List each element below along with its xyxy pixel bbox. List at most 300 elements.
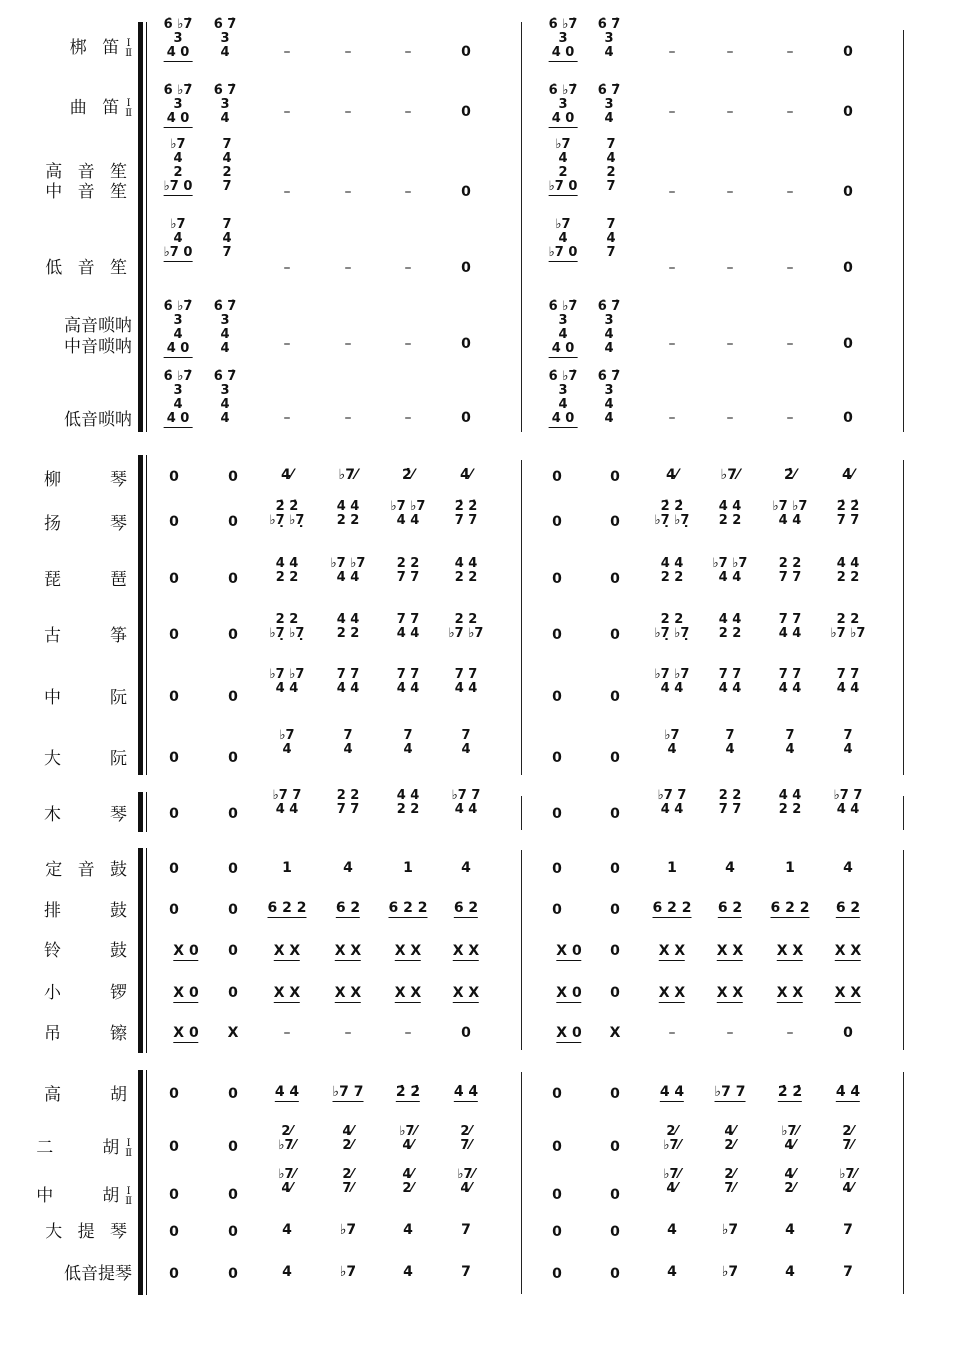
rest-zero: 0 bbox=[610, 571, 620, 587]
cello-note: 4 bbox=[403, 1222, 413, 1238]
rest-zero: 0 bbox=[228, 689, 238, 705]
timpani-note: 1 bbox=[785, 860, 795, 876]
zhongruan-chord: ♭7 ♭7 4 4 bbox=[269, 667, 305, 696]
muqin-chord: ♭7 7 4 4 bbox=[833, 788, 863, 817]
rest-zero: 0 bbox=[552, 861, 562, 877]
rest-zero: 0 bbox=[228, 861, 238, 877]
perc-x0: X 0 bbox=[556, 985, 582, 1001]
rest-zero: 0 bbox=[169, 627, 179, 643]
rest-dash: – bbox=[344, 260, 352, 276]
rest-zero: 0 bbox=[169, 1086, 179, 1102]
zhonghu-chord: ♭7⁄ 4⁄ bbox=[663, 1167, 681, 1196]
guzheng-chord: 2 2 ♭7̣ ♭7̣ bbox=[654, 612, 690, 641]
label-diyin-tiqin: 低音提琴 bbox=[64, 1264, 132, 1284]
suona-chord: 6̇ ♭7̇ 3 4 4 0 bbox=[548, 299, 578, 356]
sheng-chord: 7 4 2 7 bbox=[606, 137, 616, 194]
linggu-note: X X bbox=[273, 943, 301, 959]
timpani-note: 4 bbox=[843, 860, 853, 876]
barline bbox=[521, 22, 522, 432]
label-guzheng: 古 筝 bbox=[44, 626, 132, 646]
rest-zero: 0 bbox=[610, 627, 620, 643]
rest-dash: – bbox=[404, 104, 412, 120]
rest-zero: 0 bbox=[552, 1224, 562, 1240]
guzheng-chord: 7 7 4 4 bbox=[778, 612, 802, 641]
rest-zero: 0 bbox=[461, 336, 471, 352]
rest-zero: 0 bbox=[169, 806, 179, 822]
rest-dash: – bbox=[726, 44, 734, 60]
bass-note: 4 bbox=[282, 1264, 292, 1280]
gaohu-note: 4 4 bbox=[659, 1084, 685, 1100]
rest-zero: 0 bbox=[552, 514, 562, 530]
perc-x: X bbox=[227, 1025, 239, 1041]
label-muqin: 木 琴 bbox=[44, 805, 132, 825]
rest-dash: – bbox=[404, 44, 412, 60]
label-zhongyin-suona: 中音唢呐 bbox=[64, 337, 132, 357]
yangqin-chord: 2̇ 2̇ ♭7̣ ♭7̣ bbox=[269, 499, 305, 528]
perc-x0: X 0 bbox=[556, 1025, 582, 1041]
rest-zero: 0 bbox=[610, 1187, 620, 1203]
rest-zero: 0 bbox=[228, 571, 238, 587]
rest-dash: – bbox=[404, 1025, 412, 1041]
rest-zero: 0 bbox=[610, 1266, 620, 1282]
linggu-note: X X bbox=[394, 943, 422, 959]
xiaoluo-note: X X bbox=[776, 985, 804, 1001]
xiaoluo-note: X X bbox=[273, 985, 301, 1001]
yangqin-chord: 4 4 2 2 bbox=[336, 499, 360, 528]
rest-dash: – bbox=[404, 260, 412, 276]
daruan-chord: 7 4 bbox=[725, 728, 735, 757]
paigu-note: 6 2 bbox=[835, 900, 861, 916]
rest-dash: – bbox=[283, 184, 291, 200]
erhu-chord: 4⁄ 2⁄ bbox=[342, 1124, 354, 1153]
timpani-note: 4 bbox=[343, 860, 353, 876]
linggu-note: X X bbox=[334, 943, 362, 959]
rest-zero: 0 bbox=[461, 184, 471, 200]
rest-dash: – bbox=[344, 410, 352, 426]
label-qudi: 曲 笛 Ⅰ Ⅱ bbox=[69, 97, 132, 119]
suona-chord: 6̇ 7̇ 3 4 4 bbox=[597, 299, 621, 356]
sheng-chord: 7 4 7 bbox=[606, 217, 616, 260]
sheng-chord: ♭7 4 ♭7 0 bbox=[163, 217, 193, 260]
xiaoluo-note: X X bbox=[716, 985, 744, 1001]
cello-note: 7 bbox=[461, 1222, 471, 1238]
rest-zero: 0 bbox=[610, 943, 620, 959]
rest-dash: – bbox=[726, 104, 734, 120]
bass-note: ♭7 bbox=[339, 1264, 357, 1280]
rest-zero: 0 bbox=[552, 750, 562, 766]
rest-zero: 0 bbox=[169, 902, 179, 918]
rest-zero: 0 bbox=[461, 104, 471, 120]
guzheng-chord: 4 4 2 2 bbox=[718, 612, 742, 641]
liuqin-note: 4̇⁄ bbox=[841, 467, 855, 483]
muqin-chord: ♭7 7 4 4 bbox=[657, 788, 687, 817]
rest-zero: 0 bbox=[228, 1266, 238, 1282]
wind-chord: 6̇ ♭7̇ 3 4 0 bbox=[163, 83, 193, 126]
barline bbox=[903, 850, 904, 1050]
rest-zero: 0 bbox=[843, 44, 853, 60]
muqin-bracket bbox=[138, 792, 143, 832]
xiaoluo-note: X X bbox=[452, 985, 480, 1001]
zhonghu-chord: 4⁄ 2⁄ bbox=[784, 1167, 796, 1196]
rest-zero: 0 bbox=[843, 104, 853, 120]
pipa-chord: 4 4 2 2 bbox=[454, 556, 478, 585]
linggu-note: X X bbox=[834, 943, 862, 959]
linggu-note: X X bbox=[716, 943, 744, 959]
cello-note: 4 bbox=[282, 1222, 292, 1238]
label-liuqin: 柳 琴 bbox=[44, 470, 132, 490]
muqin-chord: 4 4 2 2 bbox=[778, 788, 802, 817]
liuqin-note: 4⁄ bbox=[665, 467, 679, 483]
rest-zero: 0 bbox=[228, 902, 238, 918]
gaohu-note: 4̇ 4̇ bbox=[453, 1084, 479, 1100]
rest-zero: 0 bbox=[843, 410, 853, 426]
muqin-chord: 2 2 7 7 bbox=[718, 788, 742, 817]
label-zhonghu: 中 胡 Ⅰ Ⅱ bbox=[36, 1185, 132, 1207]
zhonghu-chord: ♭7⁄ 4⁄ bbox=[278, 1167, 296, 1196]
perc-x0: X 0 bbox=[173, 1025, 199, 1041]
rest-zero: 0 bbox=[843, 184, 853, 200]
timpani-note: 4 bbox=[725, 860, 735, 876]
rest-zero: 0 bbox=[843, 1025, 853, 1041]
plucked-bracket-line bbox=[146, 455, 147, 775]
zhongruan-chord: 7 7 4 4 bbox=[336, 667, 360, 696]
pipa-chord: ♭7 ♭7 4 4 bbox=[330, 556, 366, 585]
rest-zero: 0 bbox=[552, 806, 562, 822]
label-pipa: 琵 琶 bbox=[44, 570, 132, 590]
bass-note: ♭7 bbox=[721, 1264, 739, 1280]
suona-chord: 6̇ 7̇ 3 4 4 bbox=[213, 369, 237, 426]
rest-zero: 0 bbox=[552, 902, 562, 918]
suona-chord: 6̇ 7̇ 3 4 4 bbox=[597, 369, 621, 426]
rest-zero: 0 bbox=[610, 514, 620, 530]
guzheng-chord: 7 7 4 4 bbox=[396, 612, 420, 641]
rest-zero: 0 bbox=[169, 750, 179, 766]
rest-zero: 0 bbox=[461, 410, 471, 426]
bowed-bracket-line bbox=[146, 1070, 147, 1295]
rest-zero: 0 bbox=[169, 689, 179, 705]
rest-zero: 0 bbox=[228, 1086, 238, 1102]
zhongruan-chord: 7 7 4 4 bbox=[454, 667, 478, 696]
rest-zero: 0 bbox=[228, 985, 238, 1001]
rest-dash: – bbox=[726, 410, 734, 426]
timpani-note: 1 bbox=[667, 860, 677, 876]
liuqin-note: 2̇⁄ bbox=[401, 467, 415, 483]
paigu-note: 6 2 bbox=[453, 900, 479, 916]
rest-zero: 0 bbox=[552, 1086, 562, 1102]
barline bbox=[903, 796, 904, 830]
perc-x0: X 0 bbox=[556, 943, 582, 959]
liuqin-note: 2̇⁄ bbox=[783, 467, 797, 483]
daruan-chord: 7 4 bbox=[343, 728, 353, 757]
rest-zero: 0 bbox=[169, 1224, 179, 1240]
gaohu-note: 4 4 bbox=[274, 1084, 300, 1100]
yangqin-chord: 2̇ 2̇ 7 7 bbox=[836, 499, 860, 528]
pipa-chord: 4 4 2 2 bbox=[836, 556, 860, 585]
rest-zero: 0 bbox=[610, 469, 620, 485]
rest-zero: 0 bbox=[610, 861, 620, 877]
rest-zero: 0 bbox=[169, 571, 179, 587]
rest-zero: 0 bbox=[610, 985, 620, 1001]
rest-dash: – bbox=[668, 336, 676, 352]
rest-dash: – bbox=[786, 104, 794, 120]
zhongruan-chord: 7 7 4 4 bbox=[836, 667, 860, 696]
paigu-note: 6 2 bbox=[717, 900, 743, 916]
paigu-note: 6 2 2 bbox=[652, 900, 692, 916]
rest-dash: – bbox=[283, 44, 291, 60]
label-diaocha: 吊 镲 bbox=[44, 1024, 132, 1044]
xiaoluo-note: X X bbox=[834, 985, 862, 1001]
rest-zero: 0 bbox=[461, 44, 471, 60]
linggu-note: X X bbox=[452, 943, 480, 959]
label-zhongruan: 中 阮 bbox=[44, 688, 132, 708]
barline bbox=[521, 796, 522, 830]
rest-zero: 0 bbox=[228, 806, 238, 822]
pipa-chord: 4 4 2 2 bbox=[275, 556, 299, 585]
label-dingyingu: 定 音 鼓 bbox=[45, 860, 132, 880]
wind-chord: 6̇ 7̇ 3 4 bbox=[213, 17, 237, 60]
rest-dash: – bbox=[786, 44, 794, 60]
yangqin-chord: ♭7 ♭7 4 4 bbox=[390, 499, 426, 528]
rest-dash: – bbox=[344, 1025, 352, 1041]
suona-chord: 6̇ ♭7̇ 3 4 4 0 bbox=[548, 369, 578, 426]
part-numbers: Ⅰ Ⅱ bbox=[125, 37, 132, 59]
label-gaohu: 高 胡 bbox=[44, 1085, 132, 1105]
label-paigu: 排 鼓 bbox=[44, 901, 132, 921]
rest-zero: 0 bbox=[169, 1187, 179, 1203]
barline bbox=[521, 460, 522, 775]
part-numbers: Ⅰ Ⅱ bbox=[125, 1137, 132, 1159]
erhu-chord: 2⁄ 7⁄ bbox=[460, 1124, 472, 1153]
rest-zero: 0 bbox=[169, 1139, 179, 1155]
erhu-chord: 2⁄ ♭7⁄ bbox=[663, 1124, 681, 1153]
barline bbox=[521, 1072, 522, 1294]
part-numbers: Ⅰ Ⅱ bbox=[125, 1185, 132, 1207]
rest-dash: – bbox=[668, 260, 676, 276]
rest-zero: 0 bbox=[461, 1025, 471, 1041]
barline bbox=[521, 850, 522, 1050]
rest-zero: 0 bbox=[610, 1139, 620, 1155]
sheng-chord: ♭7 4 2 ♭7 0 bbox=[163, 137, 193, 194]
rest-zero: 0 bbox=[552, 1139, 562, 1155]
erhu-chord: ♭7⁄ 4⁄ bbox=[781, 1124, 799, 1153]
rest-zero: 0 bbox=[843, 336, 853, 352]
zhonghu-chord: 4⁄ 2⁄ bbox=[402, 1167, 414, 1196]
rest-dash: – bbox=[283, 410, 291, 426]
pipa-chord: 4 4 2 2 bbox=[660, 556, 684, 585]
pipa-chord: 2 2 7 7 bbox=[396, 556, 420, 585]
muqin-chord: ♭7 7 4 4 bbox=[451, 788, 481, 817]
label-gaoyin-suona: 高音唢呐 bbox=[64, 316, 132, 336]
rest-dash: – bbox=[786, 336, 794, 352]
rest-dash: – bbox=[726, 336, 734, 352]
rest-zero: 0 bbox=[552, 571, 562, 587]
perc-x: X bbox=[609, 1025, 621, 1041]
daruan-chord: 7 4 bbox=[843, 728, 853, 757]
rest-zero: 0 bbox=[169, 514, 179, 530]
daruan-chord: 7 4 bbox=[461, 728, 471, 757]
rest-zero: 0 bbox=[228, 943, 238, 959]
rest-zero: 0 bbox=[228, 750, 238, 766]
wind-chord: 6̇ ♭7̇ 3 4 0 bbox=[163, 17, 193, 60]
label-zhongyin-sheng: 中 音 笙 bbox=[45, 182, 132, 202]
zhongruan-chord: 7 7 4 4 bbox=[718, 667, 742, 696]
gaohu-note: ♭7 7 bbox=[714, 1084, 746, 1100]
cello-note: 4 bbox=[785, 1222, 795, 1238]
erhu-chord: 4⁄ 2⁄ bbox=[724, 1124, 736, 1153]
liuqin-note: 4⁄ bbox=[280, 467, 294, 483]
erhu-chord: 2⁄ 7⁄ bbox=[842, 1124, 854, 1153]
rest-zero: 0 bbox=[228, 469, 238, 485]
rest-dash: – bbox=[786, 184, 794, 200]
label-yangqin: 扬 琴 bbox=[44, 514, 132, 534]
wind-bracket bbox=[138, 22, 143, 432]
rest-zero: 0 bbox=[169, 861, 179, 877]
part-numbers: Ⅰ Ⅱ bbox=[125, 97, 132, 119]
paigu-note: 6 2 2 bbox=[267, 900, 307, 916]
rest-zero: 0 bbox=[552, 689, 562, 705]
cello-note: 7 bbox=[843, 1222, 853, 1238]
rest-zero: 0 bbox=[228, 1224, 238, 1240]
rest-dash: – bbox=[786, 1025, 794, 1041]
perc-bracket-line bbox=[146, 848, 147, 1053]
rest-zero: 0 bbox=[610, 689, 620, 705]
paigu-note: 6 2 2 bbox=[770, 900, 810, 916]
wind-bracket-line bbox=[146, 22, 147, 432]
sheng-chord: 7 4 2 7 bbox=[222, 137, 232, 194]
muqin-bracket-line bbox=[146, 792, 147, 832]
timpani-note: 1 bbox=[403, 860, 413, 876]
xiaoluo-note: X X bbox=[334, 985, 362, 1001]
xiaoluo-note: X X bbox=[394, 985, 422, 1001]
barline bbox=[903, 1072, 904, 1294]
liuqin-note: ♭7⁄ bbox=[338, 467, 358, 483]
muqin-chord: 2 2 7 7 bbox=[336, 788, 360, 817]
wind-chord: 6̇ 7̇ 3 4 bbox=[597, 17, 621, 60]
rest-dash: – bbox=[668, 1025, 676, 1041]
label-daruan: 大 阮 bbox=[44, 749, 132, 769]
rest-zero: 0 bbox=[228, 1187, 238, 1203]
rest-zero: 0 bbox=[610, 1086, 620, 1102]
guzheng-chord: 4 4 2 2 bbox=[336, 612, 360, 641]
zhonghu-chord: ♭7⁄ 4⁄ bbox=[839, 1167, 857, 1196]
rest-dash: – bbox=[668, 410, 676, 426]
muqin-chord: 4 4 2 2 bbox=[396, 788, 420, 817]
zhongruan-chord: 7 7 4 4 bbox=[396, 667, 420, 696]
cello-note: 4 bbox=[667, 1222, 677, 1238]
rest-zero: 0 bbox=[610, 1224, 620, 1240]
rest-dash: – bbox=[404, 184, 412, 200]
rest-zero: 0 bbox=[610, 806, 620, 822]
suona-chord: 6̇ ♭7̇ 3 4 4 0 bbox=[163, 369, 193, 426]
wind-chord: 6̇ 7̇ 3 4 bbox=[597, 83, 621, 126]
suona-chord: 6̇ 7̇ 3 4 4 bbox=[213, 299, 237, 356]
rest-dash: – bbox=[344, 44, 352, 60]
rest-dash: – bbox=[668, 104, 676, 120]
rest-dash: – bbox=[726, 184, 734, 200]
timpani-note: 4 bbox=[461, 860, 471, 876]
label-gaoyin-sheng: 高 音 笙 bbox=[45, 162, 132, 182]
rest-zero: 0 bbox=[228, 627, 238, 643]
rest-zero: 0 bbox=[228, 514, 238, 530]
zhongruan-chord: ♭7 ♭7 4 4 bbox=[654, 667, 690, 696]
zhonghu-chord: 2⁄ 7⁄ bbox=[342, 1167, 354, 1196]
rest-zero: 0 bbox=[610, 750, 620, 766]
gaohu-note: 4̇ 4̇ bbox=[835, 1084, 861, 1100]
rest-zero: 0 bbox=[843, 260, 853, 276]
guzheng-chord: 2 2 ♭7 ♭7 bbox=[448, 612, 484, 641]
liuqin-note: 4̇⁄ bbox=[459, 467, 473, 483]
yangqin-chord: 2̇ 2̇ 7 7 bbox=[454, 499, 478, 528]
erhu-chord: 2⁄ ♭7⁄ bbox=[278, 1124, 296, 1153]
suona-chord: 6̇ ♭7̇ 3 4 4 0 bbox=[163, 299, 193, 356]
sheng-chord: 7 4 7 bbox=[222, 217, 232, 260]
yangqin-chord: 4 4 2 2 bbox=[718, 499, 742, 528]
rest-dash: – bbox=[786, 410, 794, 426]
rest-zero: 0 bbox=[461, 260, 471, 276]
yangqin-chord: ♭7 ♭7 4 4 bbox=[772, 499, 808, 528]
sheng-chord: ♭7 4 ♭7 0 bbox=[548, 217, 578, 260]
zhonghu-chord: 2⁄ 7⁄ bbox=[724, 1167, 736, 1196]
guzheng-chord: 2 2 ♭7̣ ♭7̣ bbox=[269, 612, 305, 641]
rest-dash: – bbox=[668, 184, 676, 200]
wind-chord: 6̇ 7̇ 3 4 bbox=[213, 83, 237, 126]
cello-note: ♭7 bbox=[339, 1222, 357, 1238]
gaohu-note: ♭7 7 bbox=[332, 1084, 364, 1100]
timpani-note: 1 bbox=[282, 860, 292, 876]
gaohu-note: 2̇ 2̇ bbox=[777, 1084, 803, 1100]
guzheng-chord: 2 2 ♭7 ♭7 bbox=[830, 612, 866, 641]
liuqin-note: ♭7⁄ bbox=[720, 467, 740, 483]
rest-zero: 0 bbox=[552, 627, 562, 643]
daruan-chord: 7 4 bbox=[403, 728, 413, 757]
bass-note: 4 bbox=[667, 1264, 677, 1280]
rest-zero: 0 bbox=[169, 469, 179, 485]
wind-chord: 6̇ ♭7̇ 3 4 0 bbox=[548, 17, 578, 60]
xiaoluo-note: X X bbox=[658, 985, 686, 1001]
daruan-chord: ♭7 4 bbox=[664, 728, 680, 757]
bass-note: 4 bbox=[785, 1264, 795, 1280]
paigu-note: 6 2 2 bbox=[388, 900, 428, 916]
pipa-chord: 2 2 7 7 bbox=[778, 556, 802, 585]
perc-bracket bbox=[138, 848, 143, 1053]
label-linggu: 铃 鼓 bbox=[44, 941, 132, 961]
label-diyin-suona: 低音唢呐 bbox=[64, 410, 132, 430]
rest-dash: – bbox=[726, 1025, 734, 1041]
linggu-note: X X bbox=[776, 943, 804, 959]
pipa-chord: ♭7 ♭7 4 4 bbox=[712, 556, 748, 585]
rest-zero: 0 bbox=[552, 469, 562, 485]
rest-dash: – bbox=[344, 104, 352, 120]
sheng-chord: ♭7 4 2 ♭7 0 bbox=[548, 137, 578, 194]
bass-note: 7 bbox=[461, 1264, 471, 1280]
yangqin-chord: 2̇ 2̇ ♭7̣ ♭7̣ bbox=[654, 499, 690, 528]
rest-dash: – bbox=[283, 336, 291, 352]
rest-dash: – bbox=[344, 336, 352, 352]
rest-dash: – bbox=[344, 184, 352, 200]
rest-dash: – bbox=[726, 260, 734, 276]
rest-zero: 0 bbox=[552, 1266, 562, 1282]
paigu-note: 6 2 bbox=[335, 900, 361, 916]
rest-dash: – bbox=[404, 336, 412, 352]
bass-note: 7 bbox=[843, 1264, 853, 1280]
rest-dash: – bbox=[668, 44, 676, 60]
rest-zero: 0 bbox=[169, 1266, 179, 1282]
barline bbox=[903, 30, 904, 432]
perc-x0: X 0 bbox=[173, 943, 199, 959]
rest-zero: 0 bbox=[228, 1139, 238, 1155]
label-diyin-sheng: 低 音 笙 bbox=[45, 258, 132, 278]
bass-note: 4 bbox=[403, 1264, 413, 1280]
